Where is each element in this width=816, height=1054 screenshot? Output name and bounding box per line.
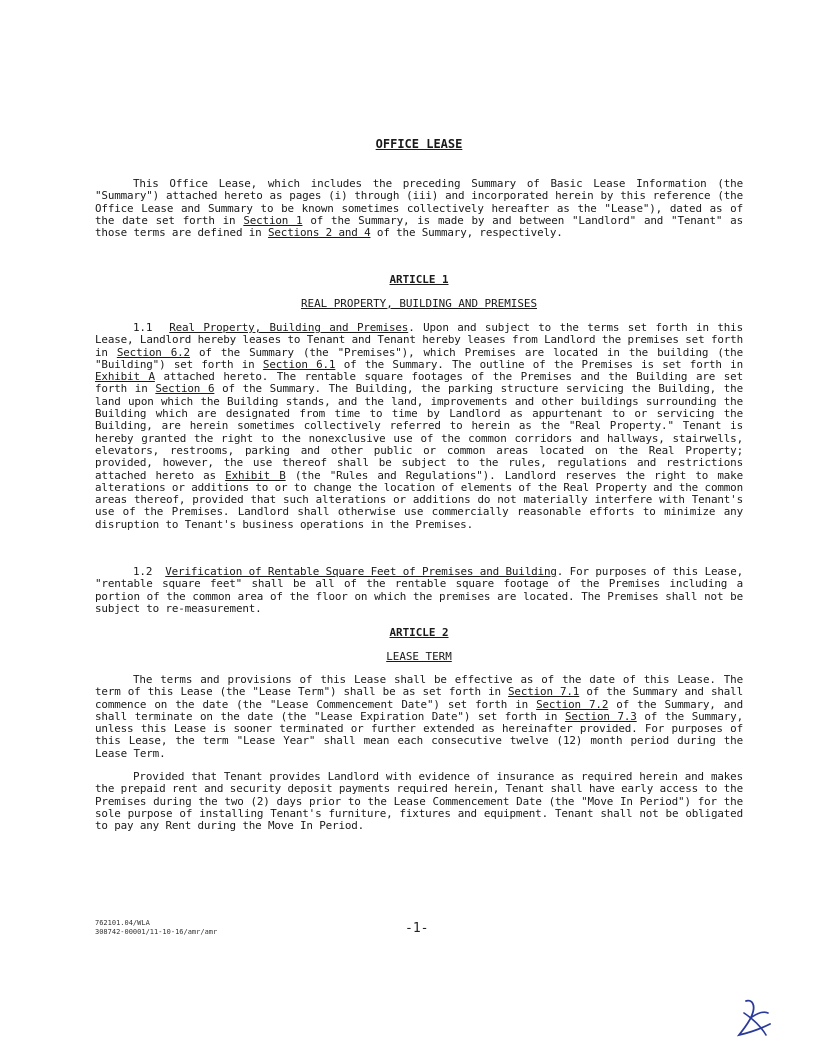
footer-doc-ref: 308742-00001/11-10-16/amr/amr: [95, 928, 218, 936]
article-2-ref-2: Section 7.2: [536, 697, 609, 711]
section-1-1-ref-4: Section 6: [155, 382, 215, 396]
article-2-text-4: of the Summary, unless this Lease is sooner terminated or further extended as hereinafter provided. For purposes of this Lease, the term "Lease Year" shall mean each consecutive twelve (12) month period during the Lease Term.: [95, 709, 743, 760]
section-1-1-text-3: of the Summary. The outline of the Premises is set forth in: [335, 357, 743, 371]
article-2-text-3: of the Summary, and shall terminate on the date (the "Lease Expiration Date") set forth in: [95, 697, 744, 723]
section-1-1-text-6: (the "Rules and Regulations"). Landlord reserves the right to make alterations or additions to or to change the location of elements of the Real Property and the common areas thereof, provided that such alterations or additions do not materially interfere with Tenant's use of the Premises. Landlord shall otherwise use commercially reasonable efforts to minimize any disruption to Tenant's business operations in the Premises.: [95, 468, 743, 531]
article-2-paragraph-2-text: Provided that Tenant provides Landlord with evidence of insurance as required herein and makes the prepaid rent and security deposit payments required herein, Tenant shall have early access to the Premises during the two (2) days prior to the Lease Commencement Date (the "Move In Period") for the sole purpose of installing Tenant's furniture, fixtures and equipment. Tenant shall not be obligated to pay any Rent during the Move In Period.: [95, 770, 743, 833]
document-footer-id: [95, 919, 217, 937]
page-number: -1-: [405, 921, 429, 936]
article-2-subheading: LEASE TERM: [386, 650, 452, 663]
article-2-ref-1: Section 7.1: [508, 685, 580, 699]
intro-paragraph: [95, 178, 743, 239]
intro-text-2: of the Summary, is made by and between "Landlord" and "Tenant" as those terms are defined in: [95, 213, 743, 240]
section-1-1-ref-1: Section 6.2: [116, 345, 190, 359]
intro-text-3: of the Summary, respectively.: [370, 226, 563, 240]
article-2-text-2: of the Summary and shall commence on the date (the "Lease Commencement Date") set forth in: [95, 685, 743, 711]
section-1-1-caption: Real Property, Building and Premises: [169, 321, 409, 334]
article-2-heading: ARTICLE 2: [389, 626, 449, 639]
section-1-1-text-4: attached hereto. The rentable square footages of the Premises and the Building are set forth in: [95, 370, 743, 396]
intro-text-1: This Office Lease, which includes the preceding Summary of Basic Lease Information (the "Summary") attached hereto as pages (i) through (iii) and incorporated herein by this reference (the Office Lease and Summary to be known sometimes collectively hereafter as the "Lease"), dated as of the date set forth in: [95, 177, 743, 227]
section-1-1-text-1: . Upon and subject to the terms set forth in this Lease, Landlord hereby leases to Tenant and Tenant hereby leases from Landlord the premises set forth in: [95, 321, 743, 359]
section-1-2-caption: Verification of Rentable Square Feet of Premises and Building: [165, 565, 557, 578]
intro-section-ref-1: Section 1: [243, 213, 303, 227]
article-2-paragraph-1: [95, 674, 743, 760]
section-1-1-text-2: of the Summary (the "Premises"), which Premises are located in the building (the "Building") set forth in: [95, 345, 743, 371]
section-1-1-ref-2: Section 6.1: [262, 357, 336, 371]
intro-section-ref-2: Sections 2 and 4: [267, 226, 371, 240]
article-2-ref-3: Section 7.3: [564, 709, 637, 723]
document-title: OFFICE LEASE: [375, 137, 463, 151]
article-1-subheading: REAL PROPERTY, BUILDING AND PREMISES: [300, 297, 538, 310]
section-1-2-number: 1.2: [133, 565, 153, 578]
article-2-paragraph-2: [95, 771, 743, 832]
article-1-heading: ARTICLE 1: [389, 273, 449, 286]
section-1-2-paragraph: [95, 566, 743, 615]
section-1-1-number: 1.1: [133, 321, 153, 334]
initials-signature-icon: [730, 995, 778, 1043]
section-1-1-paragraph: [95, 322, 743, 531]
footer-doc-id: 762101.04/WLA: [95, 919, 150, 927]
section-1-1-text-5: of the Summary. The Building, the parking structure servicing the Building, the land upon which the Building stands, and the land, improvements and other buildings surrounding the Building which are designated from time to time by Landlord as appurtenant to or servicing the Building, are herein sometimes collectively referred to herein as the "Real Property." Tenant is hereby granted the right to the nonexclusive use of the common corridors and hallways, stairwells, elevators, restrooms, parking and other public or common areas located on the Real Property; provided, however, the use thereof shall be subject to the rules, regulations and restrictions attached hereto as: [95, 382, 743, 482]
article-2-text-1: The terms and provisions of this Lease shall be effective as of the date of this Lease. The term of this Lease (the "Lease Term") shall be as set forth in: [95, 673, 743, 699]
section-1-1-ref-5: Exhibit B: [225, 468, 286, 482]
section-1-1-ref-3: Exhibit A: [95, 370, 155, 384]
section-1-2-text-1: . For purposes of this Lease, "rentable square feet" shall be all of the rentable square footage of the Premises including a portion of the common area of the floor on which the premises are located. The Premises shall not be subject to re-measurement.: [95, 565, 744, 615]
